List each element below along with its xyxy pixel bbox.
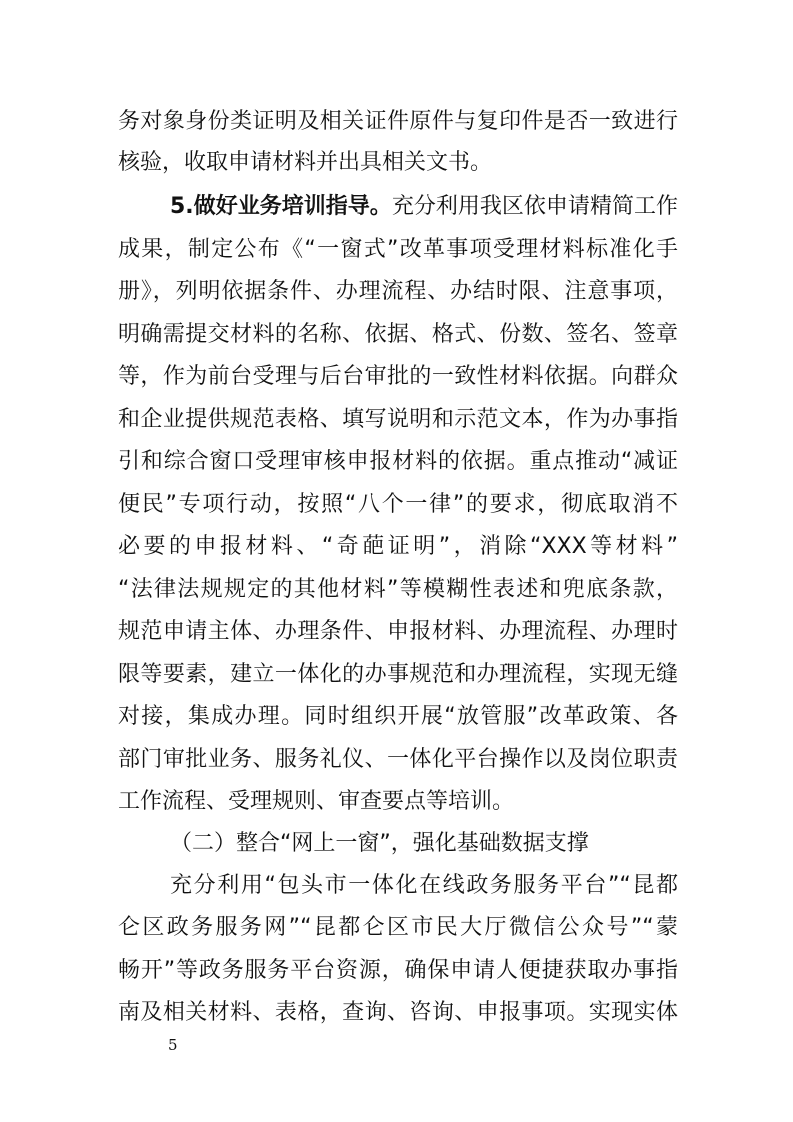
subsection-lead: 5.做好业务培训指导。 (170, 194, 392, 219)
paragraph-line: 等，作为前台受理与后台审批的一致性材料依据。向群众 (118, 364, 678, 389)
page-number: 5 (168, 1036, 178, 1054)
paragraph-line: 成果，制定公布《“一窗式”改革事项受理材料标准化手 (118, 237, 678, 262)
paragraph-line: 对接，集成办理。同时组织开展“放管服”改革政策、各 (118, 704, 678, 729)
paragraph-line: 册》，列明依据条件、办理流程、办结时限、注意事项， (118, 279, 678, 304)
paragraph-first-line (170, 192, 678, 222)
paragraph-line: 畅开”等政务服务平台资源，确保申请人便捷获取办事指 (118, 958, 678, 983)
paragraph-line: 明确需提交材料的名称、依据、格式、份数、签名、签章 (118, 322, 678, 347)
paragraph-line: 限等要素，建立一体化的办事规范和办理流程，实现无缝 (118, 662, 678, 687)
section-heading: （二）整合“网上一窗”，强化基础数据支撑 (170, 831, 589, 856)
paragraph-line: 工作流程、受理规则、审查要点等培训。 (118, 789, 515, 814)
paragraph-line: 便民”专项行动，按照“八个一律”的要求，彻底取消不 (118, 492, 678, 517)
paragraph-line: 南及相关材料、表格，查询、咨询、申报事项。实现实体 (118, 1000, 678, 1025)
paragraph-text: 充分利用我区依申请精简工作 (391, 194, 678, 219)
paragraph-line: 务对象身份类证明及相关证件原件与复印件是否一致进行 (118, 109, 678, 134)
paragraph-line: 规范申请主体、办理条件、申报材料、办理流程、办理时 (118, 619, 678, 644)
paragraph-line: 核验，收取申请材料并出具相关文书。 (118, 150, 493, 175)
paragraph-line: 引和综合窗口受理审核申报材料的依据。重点推动“减证 (118, 449, 678, 474)
paragraph-line: 部门审批业务、服务礼仪、一体化平台操作以及岗位职责 (118, 747, 678, 772)
paragraph-line: 仑区政务服务网”“昆都仑区市民大厅微信公众号”“蒙 (118, 915, 678, 940)
paragraph-first-line: 充分利用“包头市一体化在线政务服务平台”“昆都 (170, 873, 678, 898)
paragraph-line: “法律法规规定的其他材料”等模糊性表述和兜底条款， (118, 577, 678, 602)
paragraph-line: 必要的申报材料、“奇葩证明”，消除“XXX等材料” (118, 534, 678, 559)
paragraph-line: 和企业提供规范表格、填写说明和示范文本，作为办事指 (118, 407, 678, 432)
